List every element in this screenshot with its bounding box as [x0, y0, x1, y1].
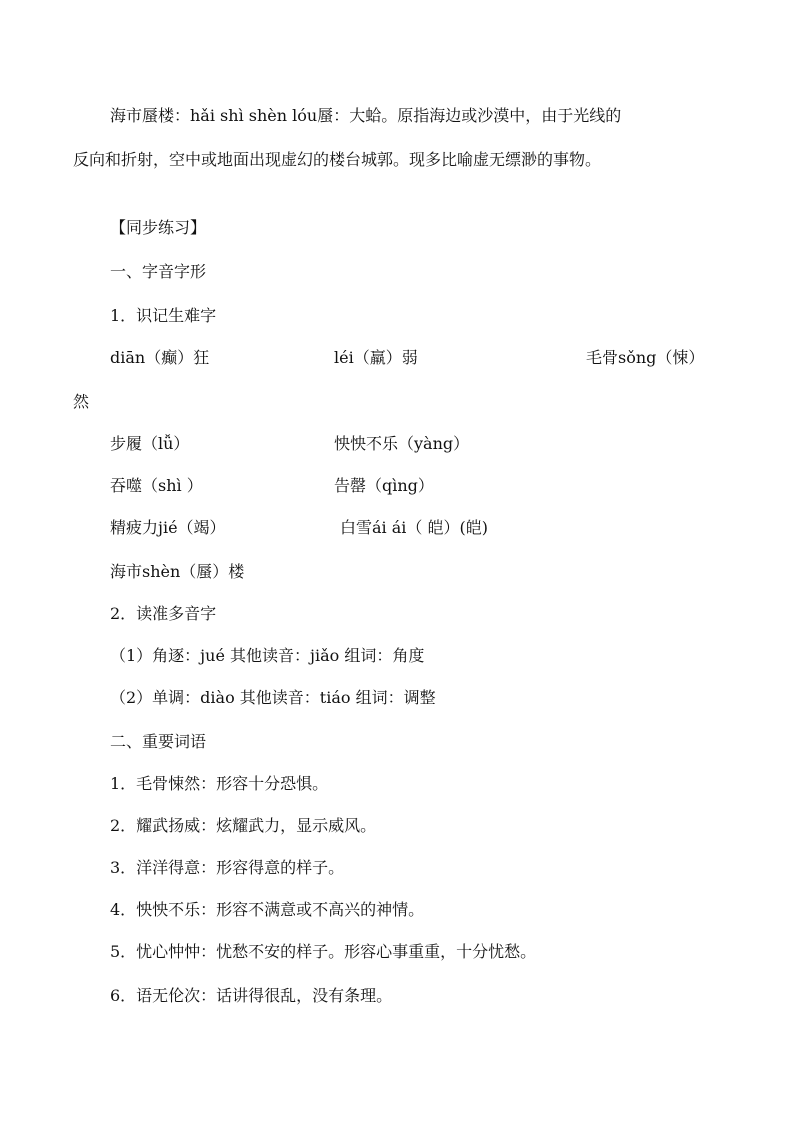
polyphone-item: （1）角逐：jué 其他读音：jiǎo 组词：角度: [110, 646, 425, 665]
word-tun-shi: 吞噬（shì ）: [110, 476, 203, 495]
word-bai-xue-ai-ai: 白雪ái ái（ 皑）(皑): [340, 518, 488, 537]
intro-line-2: 反向和折射，空中或地面出现虚幻的楼台城郭。现多比喻虚无缥渺的事物。: [73, 150, 602, 169]
word-dian-kuang: diān（癫）狂: [110, 348, 210, 367]
term-item: 2．耀武扬威：炫耀武力，显示威风。: [110, 816, 377, 835]
word-mao-gu-song-wrap: 然: [73, 392, 90, 411]
word-lei-ruo: léi（羸）弱: [334, 348, 418, 367]
section2-title: 二、重要词语: [110, 732, 207, 751]
intro-line-1: 海市蜃楼：hǎi shì shèn lóu蜃：大蛤。原指海边或沙漠中，由于光线的: [110, 106, 622, 125]
word-bu-lv: 步履（lǚ）: [110, 434, 190, 453]
section1-sub1-title: 1．识记生难字: [110, 306, 217, 325]
term-item: 3．洋洋得意：形容得意的样子。: [110, 858, 345, 877]
word-gao-qing: 告罄（qìng）: [334, 476, 434, 495]
term-item: 5．忧心忡忡：忧愁不安的样子。形容心事重重，十分忧愁。: [110, 942, 537, 961]
section1-title: 一、字音字形: [110, 262, 207, 281]
term-item: 6．语无伦次：话讲得很乱，没有条理。: [110, 986, 393, 1005]
polyphone-item: （2）单调：diào 其他读音：tiáo 组词：调整: [110, 688, 436, 707]
term-item: 4．怏怏不乐：形容不满意或不高兴的神情。: [110, 900, 425, 919]
word-mao-gu-song: 毛骨sǒng（悚）: [586, 348, 705, 367]
term-item: 1．毛骨悚然：形容十分恐惧。: [110, 774, 329, 793]
word-yang-yang-bu-le: 怏怏不乐（yàng）: [334, 434, 470, 453]
section1-sub2-title: 2．读准多音字: [110, 604, 217, 623]
word-jing-pi-li-jie: 精疲力jié（竭）: [110, 518, 226, 537]
word-hai-shi-shen-lou: 海市shèn（蜃）楼: [110, 562, 245, 581]
practice-heading: 【同步练习】: [110, 218, 207, 237]
